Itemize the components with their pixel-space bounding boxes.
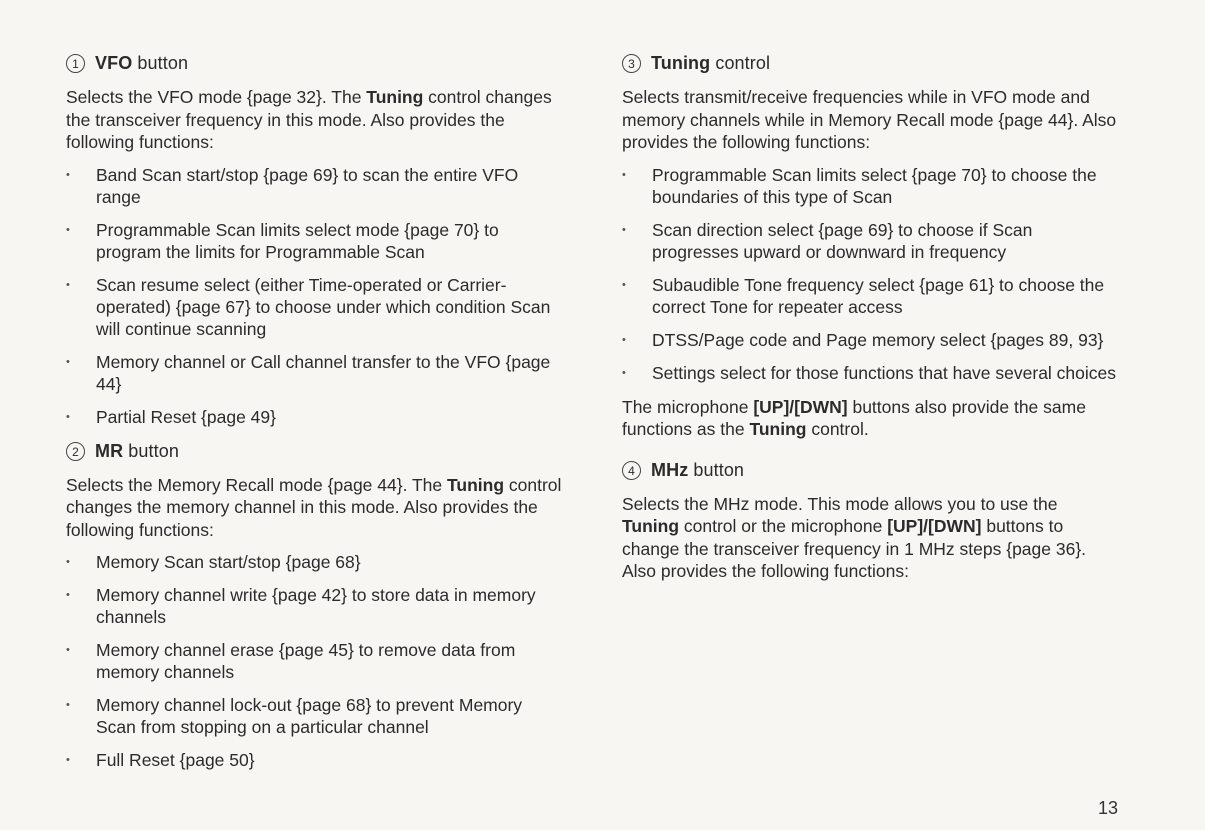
- function-list: [66, 551, 566, 771]
- heading-suffix: button: [123, 440, 179, 461]
- list-item: • Memory Scan start/stop {page 68}: [66, 551, 566, 573]
- list-item: • Band Scan start/stop {page 69} to scan the entire VFO range: [66, 164, 566, 208]
- function-list: [622, 164, 1117, 384]
- section-description: [66, 474, 566, 542]
- section-description: [622, 86, 1117, 154]
- bold-term: Tuning: [366, 87, 424, 107]
- list-item: • Memory channel or Call channel transfer to the VFO {page 44}: [66, 351, 566, 395]
- text-run: buttons to change the transceiver frequency in 1 MHz steps {page 36}. Also provides the following functions:: [622, 516, 1087, 581]
- section-tuning-control: [622, 52, 1117, 441]
- heading-suffix: button: [132, 53, 189, 73]
- bold-term: Tuning: [622, 516, 680, 536]
- list-item: • Settings select for those functions that have several choices: [622, 362, 1117, 384]
- section-heading: [622, 459, 1117, 481]
- right-column: [622, 52, 1117, 593]
- text-run: Selects the Memory Recall mode {page 44}. The: [66, 474, 448, 495]
- heading-suffix: button: [688, 459, 745, 480]
- circled-number: 4: [622, 461, 641, 480]
- list-item: • Programmable Scan limits select {page 70} to choose the boundaries of this type of Scan: [622, 164, 1117, 208]
- list-item: • Programmable Scan limits select mode {page 70} to program the limits for Programmable Scan: [66, 219, 566, 263]
- section-heading: [66, 440, 566, 462]
- list-item: • Subaudible Tone frequency select {page 61} to choose the correct Tone for repeater access: [622, 274, 1117, 318]
- list-item: • Memory channel write {page 42} to store data in memory channels: [66, 584, 566, 628]
- function-list: [66, 164, 566, 428]
- circled-number: 3: [622, 54, 641, 73]
- section-note: [622, 396, 1117, 441]
- heading-keyword: Tuning: [651, 53, 711, 73]
- text-run: Selects transmit/receive frequencies while in VFO mode and memory channels while in Memory Recall mode {page 44}. Also provides the following functions:: [622, 87, 1117, 152]
- page-number: 13: [1098, 798, 1119, 818]
- text-run: The microphone: [622, 396, 754, 417]
- text-run: control changes the transceiver frequency in this mode. Also provides the following functions:: [66, 87, 552, 152]
- bold-term: [UP]/[DWN]: [887, 516, 982, 536]
- list-item: • Memory channel erase {page 45} to remove data from memory channels: [66, 639, 566, 683]
- list-item: • Partial Reset {page 49}: [66, 406, 566, 428]
- bold-term: [UP]/[DWN]: [753, 396, 848, 417]
- text-run: Selects the MHz mode. This mode allows you to use the: [622, 493, 1058, 514]
- text-run: control.: [806, 419, 869, 439]
- section-description: [622, 493, 1117, 583]
- list-item: • Scan resume select (either Time-operated or Carrier-operated) {page 67} to choose under which condition Scan will continue scanning: [66, 274, 566, 340]
- section-description: [66, 86, 566, 154]
- circled-number: 2: [66, 442, 85, 461]
- left-column: [66, 52, 566, 783]
- heading-keyword: VFO: [95, 53, 133, 73]
- section-mr-button: [66, 440, 566, 772]
- circled-number: 1: [66, 54, 85, 73]
- bold-term: Tuning: [749, 419, 807, 439]
- text-run: control or the microphone: [679, 516, 888, 536]
- section-mhz-button: [622, 459, 1117, 583]
- list-item: • Full Reset {page 50}: [66, 749, 566, 771]
- bold-term: Tuning: [447, 474, 505, 495]
- list-item: • DTSS/Page code and Page memory select {pages 89, 93}: [622, 329, 1117, 351]
- text-run: Selects the VFO mode {page 32}. The: [66, 87, 367, 107]
- heading-keyword: MHz: [651, 459, 689, 480]
- section-heading: [66, 52, 566, 74]
- section-vfo-button: [66, 52, 566, 428]
- text-run: buttons also provide the same functions as the: [622, 396, 1086, 439]
- text-run: control changes the memory channel in this mode. Also provides the following functions:: [66, 474, 562, 540]
- list-item: • Scan direction select {page 69} to choose if Scan progresses upward or downward in frequency: [622, 219, 1117, 263]
- heading-keyword: MR: [95, 440, 124, 461]
- list-item: • Memory channel lock-out {page 68} to prevent Memory Scan from stopping on a particular channel: [66, 694, 566, 738]
- section-heading: [622, 52, 1117, 74]
- heading-suffix: control: [710, 53, 771, 73]
